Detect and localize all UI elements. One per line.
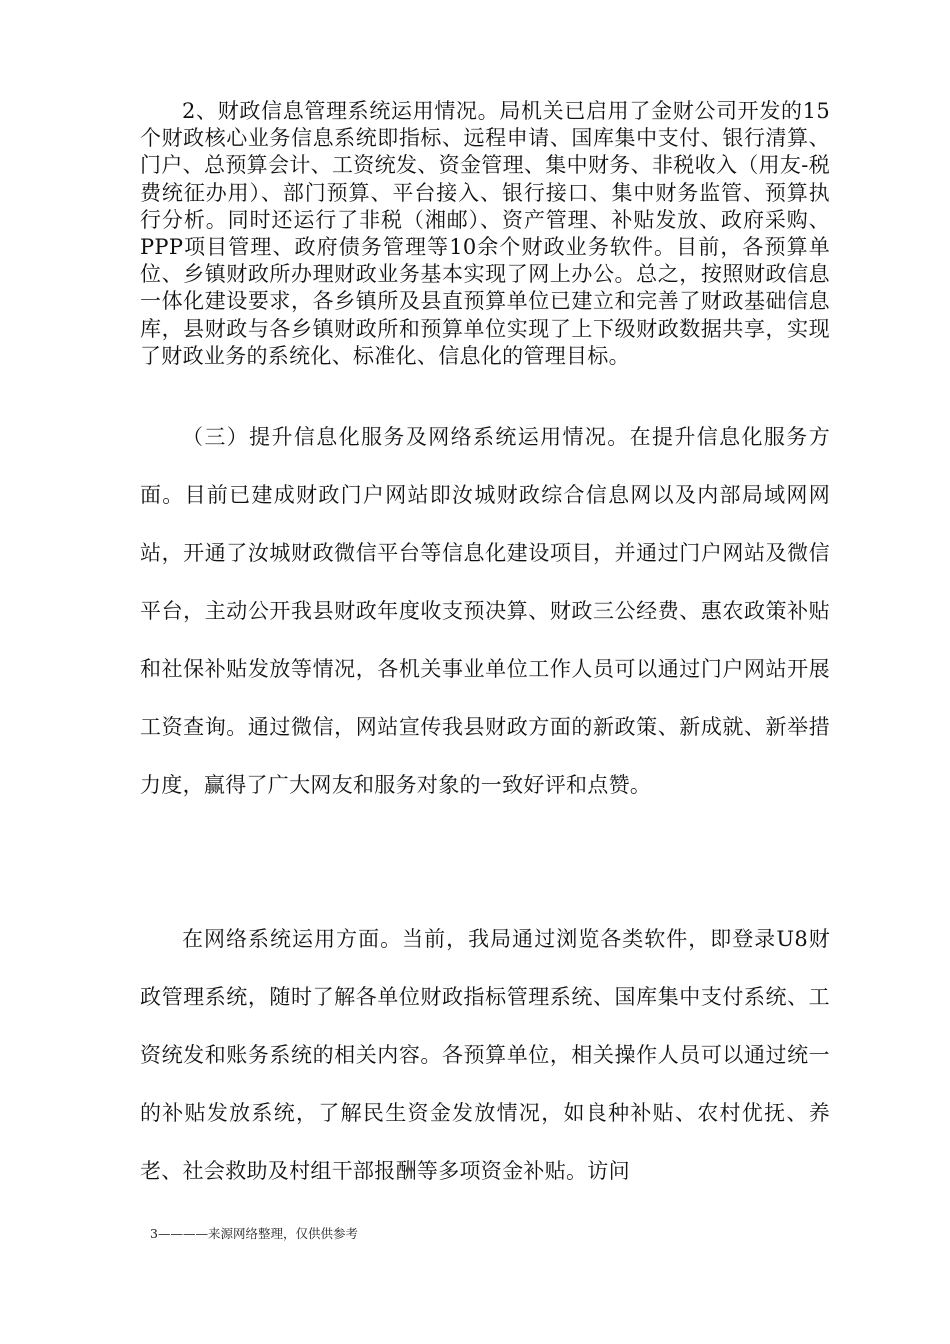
paragraph-financial-info-system: 2、财政信息管理系统运用情况。局机关已启用了金财公司开发的15个财政核心业务信息系统即指标、远程申请、国库集中支付、银行清算、门户、总预算会计、工资统发、资金管理、集中财务、非税收入（用友-税费统征办用）、部门预算、平台接入、银行接口、集中财务监管、预算执行分析。同时还运行了非税（湘邮）、资产管理、补贴发放、政府采购、PPP项目管理、政府债务管理等10余个财政业务软件。目前，各预算单位、乡镇财政所办理财政业务基本实现了网上办公。总之，按照财政信息一体化建设要求，各乡镇所及县直预算单位已建立和完善了财政基础信息库，县财政与各乡镇财政所和预算单位实现了上下级财政数据共享，实现了财政业务的系统化、标准化、信息化的管理目标。 [140, 99, 830, 368]
paragraph-info-service: （三）提升信息化服务及网络系统运用情况。在提升信息化服务方面。目前已建成财政门户网站即汝城财政综合信息网以及内部局域网网站，开通了汝城财政微信平台等信息化建设项目，并通过门户网站及微信平台，主动公开我县财政年度收支预决算、财政三公经费、惠农政策补贴和社保补贴发放等情况，各机关事业单位工作人员可以通过门户网站开展工资查询。通过微信，网站宣传我县财政方面的新政策、新成就、新举措力度，赢得了广大网友和服务对象的一致好评和点赞。 [140, 425, 830, 797]
paragraph-network-system: 在网络系统运用方面。当前，我局通过浏览各类软件，即登录U8财政管理系统，随时了解各单位财政指标管理系统、国库集中支付系统、工资统发和账务系统的相关内容。各预算单位，相关操作人员可以通过统一的补贴发放系统，了解民生资金发放情况，如良种补贴、农村优抚、养老、社会救助及村组干部报酬等多项资金补贴。访问 [140, 927, 830, 1183]
page-footer: 3————来源网络整理，仅供供参考 [150, 1226, 358, 1241]
